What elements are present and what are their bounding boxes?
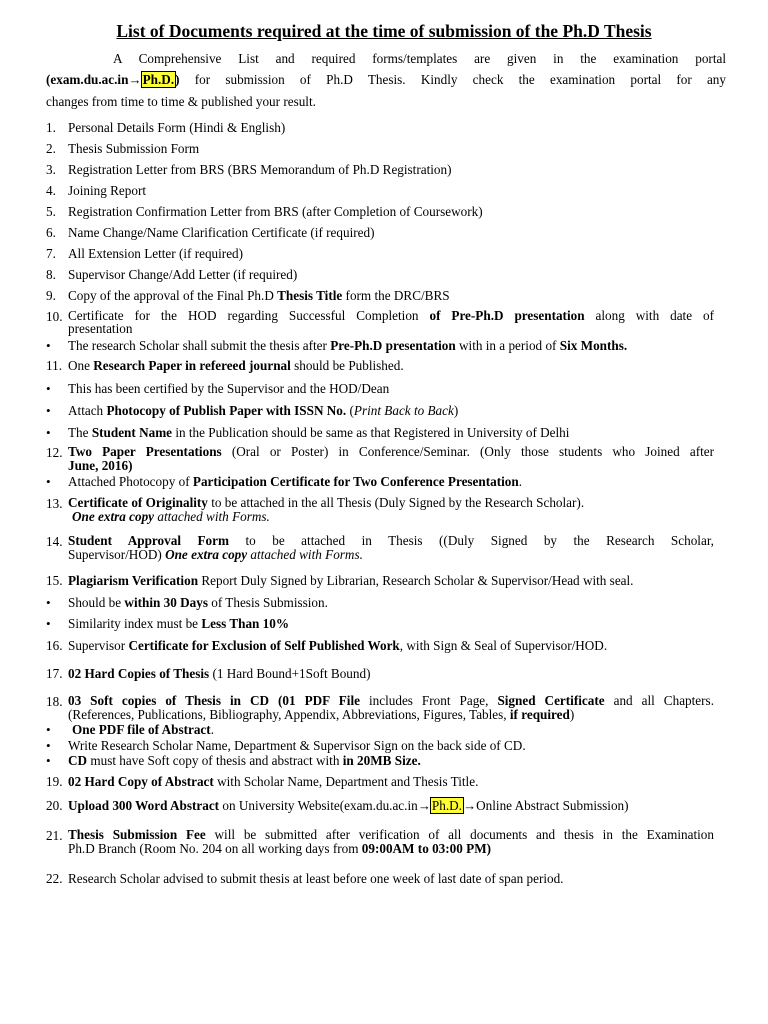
bullet-icon: • bbox=[46, 338, 51, 353]
item-text: Name Change/Name Clarification Certificate (if required) bbox=[68, 225, 375, 240]
bullet-icon: • bbox=[46, 738, 51, 753]
text-fragment: (References, Publications, Bibliography, Appendix, Abbreviations, Figures, Tables, bbox=[68, 707, 510, 722]
text-fragment: to be attached in the all Thesis (Duly Signed by the Research Scholar). bbox=[207, 495, 585, 510]
text-fragment: if required bbox=[509, 707, 570, 722]
item-number: 2. bbox=[46, 141, 56, 156]
text-fragment: June, 2016) bbox=[68, 458, 133, 473]
item-text: All Extension Letter (if required) bbox=[68, 246, 244, 261]
text-fragment bbox=[68, 842, 714, 856]
text-fragment: Photocopy of Publish Paper with ISSN No. bbox=[106, 403, 347, 418]
item-number: 5. bbox=[46, 204, 56, 219]
intro-line-2: for submission of Ph.D Thesis. Kindly check the examination portal for any bbox=[179, 72, 726, 87]
text-fragment: Six Months. bbox=[559, 338, 628, 353]
bullet-icon: • bbox=[46, 381, 51, 396]
text-fragment: should be Published. bbox=[290, 358, 404, 373]
item-text bbox=[68, 496, 714, 524]
item-number: 15. bbox=[46, 573, 63, 588]
item-number: 6. bbox=[46, 225, 56, 240]
bullet-icon: • bbox=[46, 474, 51, 489]
text-fragment bbox=[68, 548, 714, 562]
item-text bbox=[68, 474, 714, 489]
exam-portal-suffix: ) bbox=[175, 72, 180, 87]
text-fragment: within 30 Days bbox=[124, 595, 208, 610]
item-text bbox=[68, 616, 714, 631]
item-text bbox=[68, 309, 714, 335]
item-text: Write Research Scholar Name, Department & Supervisor Sign on the back side of CD. bbox=[68, 738, 526, 753]
text-fragment: attached with Forms. bbox=[247, 547, 363, 562]
text-fragment: must have Soft copy of thesis and abstract with bbox=[87, 753, 343, 768]
item-text bbox=[68, 534, 714, 562]
text-fragment: ) bbox=[569, 707, 575, 722]
item-number: 20. bbox=[46, 798, 63, 813]
text-fragment bbox=[68, 708, 714, 722]
text-fragment: Participation Certificate for Two Conference Presentation bbox=[192, 474, 519, 489]
item-text bbox=[72, 722, 718, 737]
item-number: 10. bbox=[46, 309, 63, 324]
text-fragment bbox=[68, 828, 714, 842]
text-fragment: Certificate of Originality bbox=[68, 495, 208, 510]
phd-link-highlight[interactable]: Ph.D. bbox=[431, 798, 462, 813]
text-fragment bbox=[68, 445, 714, 459]
text-fragment: along with date of bbox=[584, 308, 714, 323]
text-fragment: Attached Photocopy of bbox=[68, 474, 193, 489]
text-fragment bbox=[68, 534, 714, 548]
text-fragment: One bbox=[68, 358, 94, 373]
text-fragment: ( bbox=[346, 403, 354, 418]
text-fragment: One extra copy bbox=[72, 509, 155, 524]
item-number: 22. bbox=[46, 871, 63, 886]
item-text bbox=[68, 666, 714, 681]
text-fragment: 09:00AM to 03:00 PM) bbox=[361, 841, 492, 856]
text-fragment: Upload 300 Word Abstract bbox=[68, 798, 220, 813]
item-number: 17. bbox=[46, 666, 63, 681]
item-number: 7. bbox=[46, 246, 56, 261]
text-fragment: . bbox=[518, 474, 523, 489]
item-number: 13. bbox=[46, 496, 63, 511]
text-fragment: will be submitted after verification of all documents and thesis in the Examination bbox=[205, 827, 714, 842]
text-fragment: Thesis Submission Fee bbox=[68, 827, 206, 842]
text-fragment bbox=[72, 509, 154, 524]
text-fragment: with in a period of bbox=[455, 338, 560, 353]
item-text: This has been certified by the Supervisor and the HOD/Dean bbox=[68, 381, 390, 396]
text-fragment: ) bbox=[453, 403, 459, 418]
text-fragment: (1 Hard Bound+1Soft Bound) bbox=[209, 666, 371, 681]
text-fragment: One PDF file of Abstract bbox=[72, 722, 211, 737]
item-text: Supervisor Change/Add Letter (if required) bbox=[68, 267, 298, 282]
text-fragment: Less Than 10% bbox=[201, 616, 290, 631]
text-fragment: Certificate for the HOD regarding Successful Completion bbox=[68, 308, 430, 323]
item-text bbox=[68, 753, 714, 768]
item-number: 19. bbox=[46, 774, 63, 789]
text-fragment bbox=[165, 547, 247, 562]
item-text bbox=[68, 828, 714, 856]
intro-line-3: changes from time to time & published your result. bbox=[46, 94, 316, 109]
text-fragment: Similarity index must be bbox=[68, 616, 202, 631]
item-text bbox=[68, 425, 714, 440]
intro-line-1: A Comprehensive List and required forms/templates are given in the examination portal bbox=[113, 51, 726, 66]
text-fragment: Print Back to Back bbox=[353, 403, 454, 418]
item-text bbox=[68, 798, 714, 813]
item-number: 11. bbox=[46, 358, 62, 373]
text-fragment bbox=[68, 309, 714, 322]
item-text bbox=[68, 694, 714, 722]
item-number: 12. bbox=[46, 445, 63, 460]
text-fragment: Two Paper Presentations bbox=[68, 444, 222, 459]
text-fragment: in 20MB Size. bbox=[342, 753, 421, 768]
text-fragment: Student Name bbox=[91, 425, 173, 440]
item-number: 3. bbox=[46, 162, 56, 177]
text-fragment: presentation bbox=[68, 321, 133, 336]
text-fragment: . bbox=[210, 722, 214, 737]
text-fragment: of Pre-Ph.D presentation bbox=[429, 308, 585, 323]
bullet-icon: • bbox=[46, 595, 51, 610]
text-fragment: (Oral or Poster) in Conference/Seminar. (Only those students who Joined after bbox=[221, 444, 714, 459]
item-text bbox=[68, 595, 714, 610]
bullet-icon: • bbox=[46, 425, 51, 440]
text-fragment: includes Front Page, bbox=[359, 693, 498, 708]
item-number: 9. bbox=[46, 288, 56, 303]
phd-link-highlight[interactable]: Ph.D. bbox=[142, 72, 175, 87]
text-fragment: in the Publication should be same as that Registered in University of Delhi bbox=[172, 425, 570, 440]
text-fragment: CD bbox=[68, 753, 88, 768]
intro-paragraph bbox=[46, 48, 726, 69]
item-text bbox=[68, 358, 714, 373]
item-text: Registration Confirmation Letter from BRS (after Completion of Coursework) bbox=[68, 204, 483, 219]
intro-paragraph-3 bbox=[46, 91, 726, 112]
text-fragment: Pre-Ph.D presentation bbox=[330, 338, 456, 353]
text-fragment bbox=[72, 510, 714, 524]
item-text: Personal Details Form (Hindi & English) bbox=[68, 120, 286, 135]
text-fragment: Student Approval Form bbox=[68, 533, 229, 548]
item-text bbox=[68, 403, 714, 418]
item-text bbox=[68, 338, 714, 353]
item-text bbox=[68, 774, 714, 789]
text-fragment: Supervisor bbox=[68, 638, 129, 653]
text-fragment: The research Scholar shall submit the thesis after bbox=[68, 338, 331, 353]
text-fragment: attached with Forms. bbox=[154, 509, 270, 524]
text-fragment bbox=[68, 694, 714, 708]
item-text bbox=[68, 445, 714, 473]
text-fragment: Attach bbox=[68, 403, 107, 418]
text-fragment: Thesis Title bbox=[277, 288, 343, 303]
text-fragment: Should be bbox=[68, 595, 125, 610]
item-text: Thesis Submission Form bbox=[68, 141, 200, 156]
text-fragment bbox=[68, 496, 714, 510]
text-fragment: Plagiarism Verification bbox=[68, 573, 199, 588]
item-number: 18. bbox=[46, 694, 63, 709]
text-fragment: 02 Hard Copy of Abstract bbox=[68, 774, 214, 789]
text-fragment: of Thesis Submission. bbox=[207, 595, 328, 610]
item-text: Registration Letter from BRS (BRS Memorandum of Ph.D Registration) bbox=[68, 162, 452, 177]
text-fragment: , with Sign & Seal of Supervisor/HOD. bbox=[399, 638, 608, 653]
item-number: 4. bbox=[46, 183, 56, 198]
text-fragment: on University Website(exam.du.ac.in→ bbox=[219, 798, 431, 813]
page-title: List of Documents required at the time of submission of the Ph.D Thesis bbox=[116, 21, 652, 41]
bullet-icon: • bbox=[46, 722, 51, 737]
item-text: Joining Report bbox=[68, 183, 147, 198]
text-fragment: →Online Abstract Submission) bbox=[462, 798, 629, 813]
item-text: Research Scholar advised to submit thesis at least before one week of last date of span period. bbox=[68, 871, 564, 886]
text-fragment: One extra copy bbox=[165, 547, 248, 562]
text-fragment: Research Paper in refereed journal bbox=[93, 358, 291, 373]
text-fragment: Report Duly Signed by Librarian, Research Scholar & Supervisor/Head with seal. bbox=[198, 573, 634, 588]
text-fragment: The bbox=[68, 425, 92, 440]
text-fragment: Certificate for Exclusion of Self Published Work bbox=[128, 638, 400, 653]
bullet-icon: • bbox=[46, 616, 51, 631]
item-number: 16. bbox=[46, 638, 63, 653]
item-number: 14. bbox=[46, 534, 63, 549]
text-fragment: Ph.D Branch (Room No. 204 on all working days from bbox=[68, 841, 362, 856]
text-fragment: and all Chapters. bbox=[604, 693, 714, 708]
bullet-icon: • bbox=[46, 753, 51, 768]
text-fragment: 02 Hard Copies of Thesis bbox=[68, 666, 210, 681]
text-fragment: form the DRC/BRS bbox=[342, 288, 450, 303]
text-fragment: to be attached in Thesis ((Duly Signed by the Research Scholar, bbox=[228, 533, 714, 548]
item-text bbox=[68, 288, 714, 303]
item-number: 8. bbox=[46, 267, 56, 282]
exam-portal-prefix: (exam.du.ac.in→ bbox=[46, 72, 142, 87]
text-fragment: 03 Soft copies of Thesis in CD (01 PDF File bbox=[68, 693, 360, 708]
intro-paragraph-2 bbox=[46, 69, 726, 90]
bullet-icon: • bbox=[46, 403, 51, 418]
text-fragment: Signed Certificate bbox=[497, 693, 605, 708]
item-text bbox=[68, 573, 714, 588]
text-fragment: Copy of the approval of the Final Ph.D bbox=[68, 288, 278, 303]
text-fragment: with Scholar Name, Department and Thesis Title. bbox=[213, 774, 479, 789]
item-text bbox=[68, 638, 714, 653]
item-number: 21. bbox=[46, 828, 63, 843]
item-number: 1. bbox=[46, 120, 56, 135]
text-fragment: Supervisor/HOD) bbox=[68, 547, 166, 562]
